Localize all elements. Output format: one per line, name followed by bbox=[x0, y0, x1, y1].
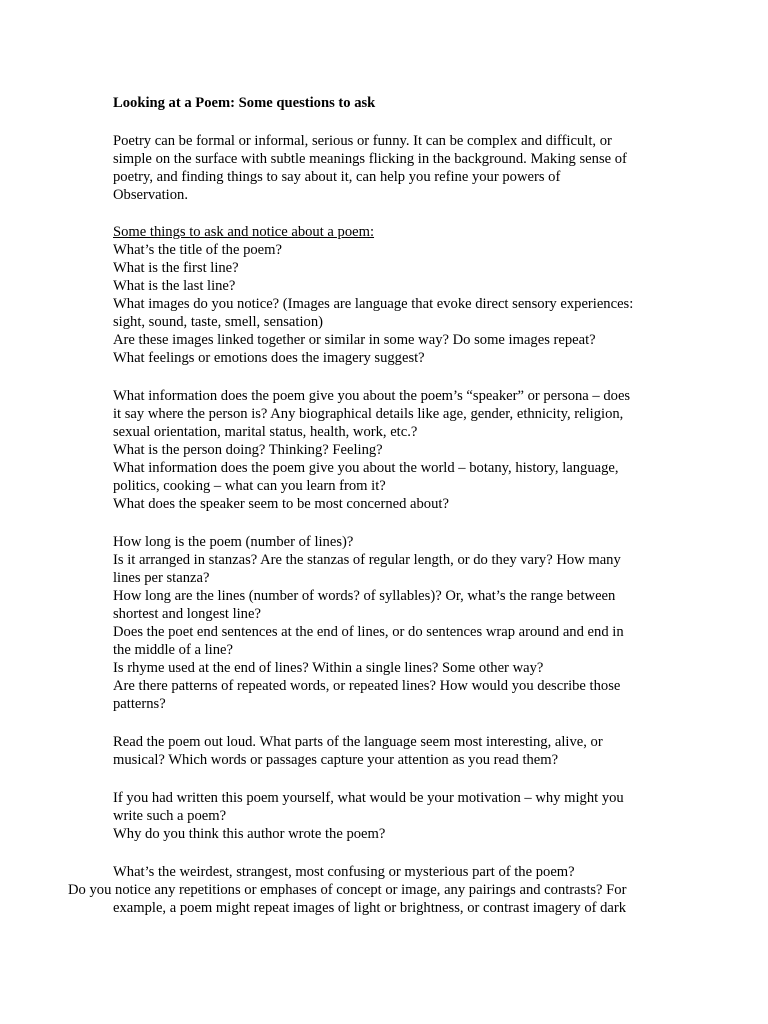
question-line: Are these images linked together or similar in some way? Do some images repeat? bbox=[113, 332, 596, 348]
question-line: How long is the poem (number of lines)? bbox=[113, 534, 354, 550]
question-line: patterns? bbox=[113, 696, 166, 712]
intro-line-1: Poetry can be formal or informal, serious or funny. It can be complex and difficult, or bbox=[113, 133, 612, 149]
question-line: What’s the weirdest, strangest, most confusing or mysterious part of the poem? bbox=[113, 864, 575, 880]
question-line: How long are the lines (number of words? of syllables)? Or, what’s the range between bbox=[113, 588, 616, 604]
question-line: the middle of a line? bbox=[113, 642, 233, 658]
question-line: What is the last line? bbox=[113, 278, 236, 294]
question-line: example, a poem might repeat images of light or brightness, or contrast imagery of dark bbox=[113, 900, 627, 916]
page-title: Looking at a Poem: Some questions to ask bbox=[113, 95, 376, 111]
intro-line-2: simple on the surface with subtle meanings flicking in the background. Making sense of bbox=[113, 151, 627, 167]
question-line: If you had written this poem yourself, what would be your motivation – why might you bbox=[113, 790, 624, 806]
question-line: Do you notice any repetitions or emphases of concept or image, any pairings and contrasts? For bbox=[68, 882, 627, 898]
question-line: Is it arranged in stanzas? Are the stanzas of regular length, or do they vary? How many bbox=[113, 552, 621, 568]
question-line: write such a poem? bbox=[113, 808, 227, 824]
question-line: lines per stanza? bbox=[113, 570, 210, 586]
question-line: it say where the person is? Any biographical details like age, gender, ethnicity, religion, bbox=[113, 406, 624, 422]
question-line: Why do you think this author wrote the poem? bbox=[113, 826, 386, 842]
question-line: What information does the poem give you about the poem’s “speaker” or persona – does bbox=[113, 388, 631, 404]
section-subheading: Some things to ask and notice about a poem: bbox=[113, 224, 375, 240]
question-line: politics, cooking – what can you learn from it? bbox=[113, 478, 386, 494]
question-line: Does the poet end sentences at the end of lines, or do sentences wrap around and end in bbox=[113, 624, 624, 640]
intro-line-3: poetry, and finding things to say about it, can help you refine your powers of bbox=[113, 169, 561, 185]
question-line: Are there patterns of repeated words, or repeated lines? How would you describe those bbox=[113, 678, 621, 694]
question-line: What images do you notice? (Images are language that evoke direct sensory experiences: bbox=[113, 296, 634, 312]
question-line: sexual orientation, marital status, health, work, etc.? bbox=[113, 424, 418, 440]
question-line: What is the person doing? Thinking? Feeling? bbox=[113, 442, 383, 458]
question-line: musical? Which words or passages capture your attention as you read them? bbox=[113, 752, 559, 768]
question-line: shortest and longest line? bbox=[113, 606, 261, 622]
question-line: What information does the poem give you about the world – botany, history, language, bbox=[113, 460, 619, 476]
question-line: Read the poem out loud. What parts of the language seem most interesting, alive, or bbox=[113, 734, 603, 750]
question-line: sight, sound, taste, smell, sensation) bbox=[113, 314, 323, 330]
question-line: What does the speaker seem to be most concerned about? bbox=[113, 496, 449, 512]
question-line: Is rhyme used at the end of lines? Within a single lines? Some other way? bbox=[113, 660, 544, 676]
question-line: What feelings or emotions does the imagery suggest? bbox=[113, 350, 425, 366]
intro-line-4: Observation. bbox=[113, 187, 188, 203]
question-line: What’s the title of the poem? bbox=[113, 242, 282, 258]
question-line: What is the first line? bbox=[113, 260, 239, 276]
